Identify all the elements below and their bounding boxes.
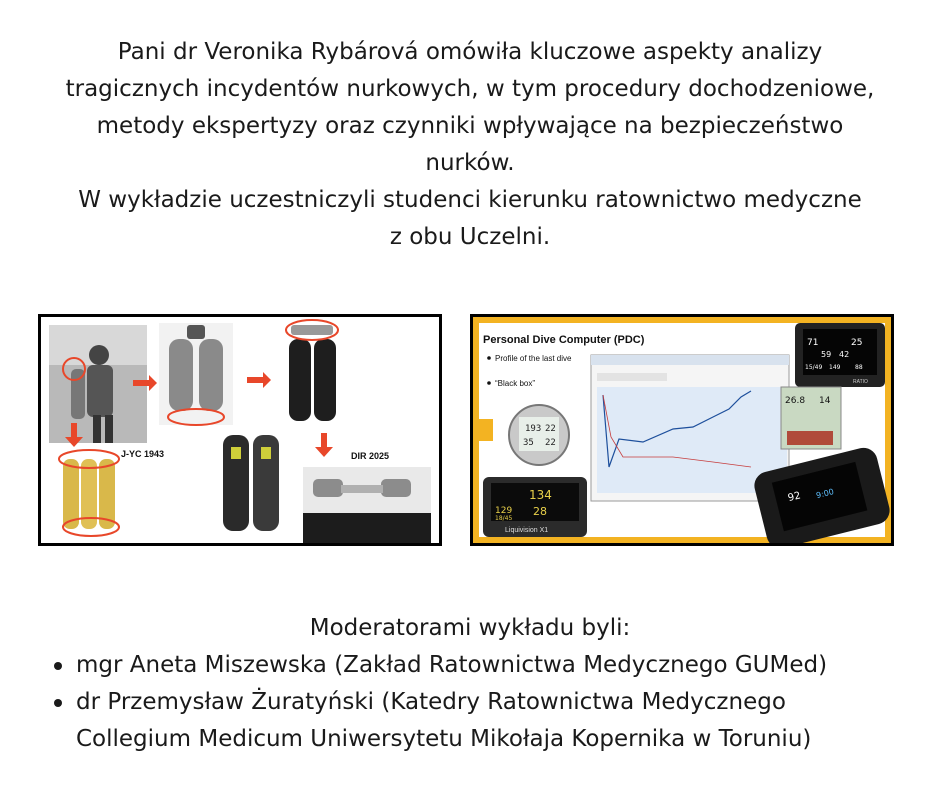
list-item xyxy=(76,647,896,684)
moderators-section xyxy=(0,610,940,758)
moderator-name: mgr Aneta Miszewska (Zakład Ratownictwa Medycznego GUMed) xyxy=(76,652,828,678)
svg-text:Liquivision X1: Liquivision X1 xyxy=(505,527,549,534)
moderators-list xyxy=(0,647,940,758)
svg-text:22: 22 xyxy=(545,424,556,434)
intro-line: nurków. xyxy=(425,150,515,176)
bullet-icon xyxy=(54,699,62,707)
dive-computer-illustration xyxy=(473,317,891,543)
svg-text:RATIO: RATIO xyxy=(853,379,868,385)
label-1943: J-YC 1943 xyxy=(121,449,165,459)
svg-text:71: 71 xyxy=(807,338,819,348)
svg-text:18/45: 18/45 xyxy=(495,515,513,522)
intro-line: W wykładzie uczestniczyli studenci kierunku ratownictwo medyczne xyxy=(78,187,862,213)
list-item xyxy=(76,684,896,758)
svg-text:149: 149 xyxy=(829,364,841,371)
dive-computer-image xyxy=(470,314,894,546)
svg-text:134: 134 xyxy=(529,488,552,502)
intro-line: Pani dr Veronika Rybárová omówiła kluczowe aspekty analizy xyxy=(117,39,823,65)
intro-text xyxy=(30,34,910,256)
bullet-icon xyxy=(54,662,62,670)
svg-text:28: 28 xyxy=(533,505,547,518)
pdc-bullet: “Black box” xyxy=(495,379,536,388)
svg-text:9:00: 9:00 xyxy=(815,487,835,501)
intro-line: z obu Uczelni. xyxy=(389,224,551,250)
moderator-name: dr Przemysław Żuratyński (Katedry Ratownictwa Medycznego Collegium Medicum Uniwersytetu Mikołaja Kopernika w Toruniu) xyxy=(76,689,812,752)
svg-text:26.8: 26.8 xyxy=(785,396,806,406)
svg-text:25: 25 xyxy=(851,338,863,348)
svg-text:129: 129 xyxy=(495,506,513,516)
arrow-icon xyxy=(315,433,333,457)
svg-text:92: 92 xyxy=(786,490,802,505)
pdc-title: Personal Dive Computer (PDC) xyxy=(483,334,645,346)
black-twin-cylinder xyxy=(289,339,311,421)
svg-text:22: 22 xyxy=(545,438,556,448)
label-2025: DIR 2025 xyxy=(351,451,390,461)
svg-text:42: 42 xyxy=(839,350,850,359)
equipment-illustration xyxy=(41,317,439,543)
svg-text:35: 35 xyxy=(523,438,534,448)
svg-text:59: 59 xyxy=(821,350,832,359)
pdc-bullet: Profile of the last dive xyxy=(495,354,572,363)
arrow-icon xyxy=(247,372,271,388)
intro-line: tragicznych incydentów nurkowych, w tym procedury dochodzeniowe, xyxy=(65,76,875,102)
svg-text:193: 193 xyxy=(525,424,542,434)
svg-text:14: 14 xyxy=(819,396,831,406)
moderators-heading: Moderatorami wykładu byli: xyxy=(309,615,631,641)
intro-line: metody ekspertyzy oraz czynniki wpływające na bezpieczeństwo xyxy=(96,113,844,139)
diving-equipment-evolution-image xyxy=(38,314,442,546)
svg-text:15/49: 15/49 xyxy=(805,364,823,371)
svg-text:88: 88 xyxy=(855,364,863,371)
